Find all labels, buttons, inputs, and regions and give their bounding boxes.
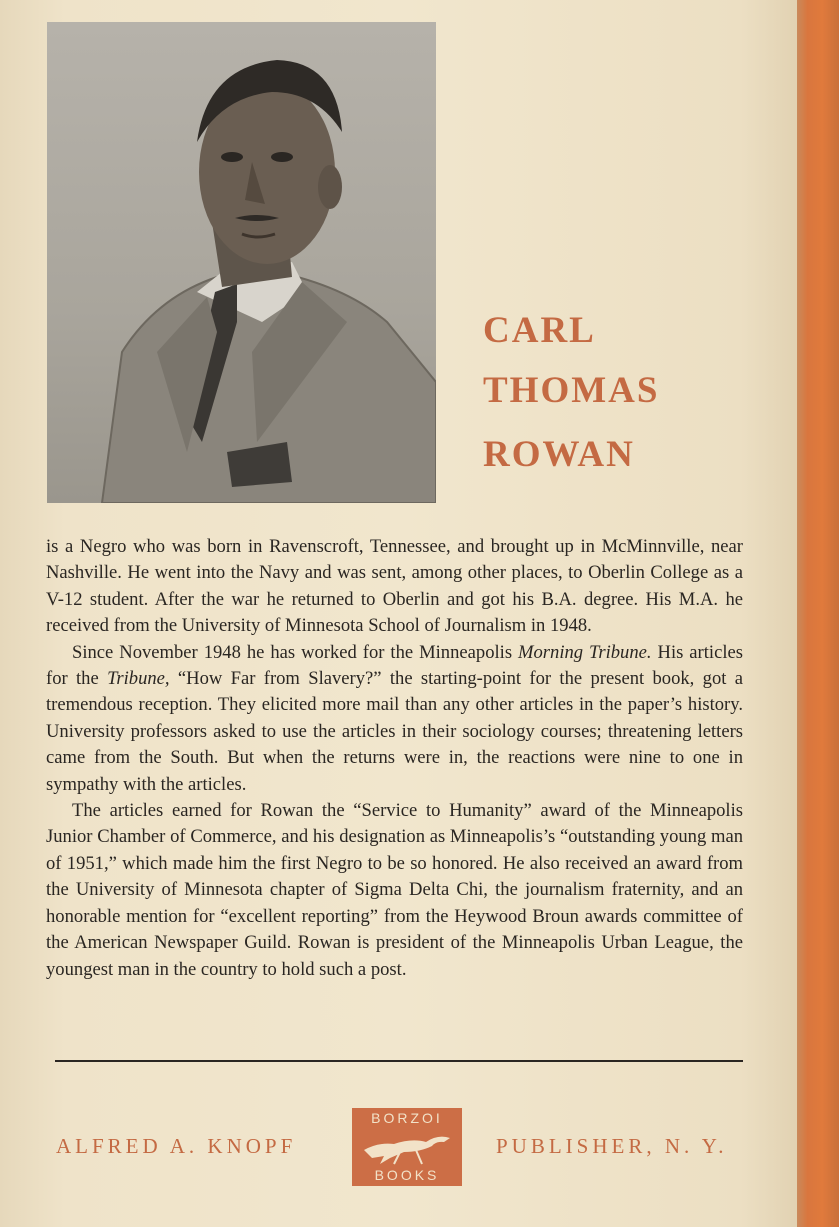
publisher-location: PUBLISHER, N. Y. xyxy=(496,1134,728,1158)
bio-p2-text-b: His articles for the xyxy=(46,641,743,690)
bio-p2-text-c: “How Far from Slavery?” the starting-point for the present book, got a tremendous reception. They elicited more mail than any other articles in the paper’s history. University professors asked to use the articles in their sociology courses; threatening letters came from the South. But when the returns were in, the reactions were nine to one in sympathy with the articles. xyxy=(46,668,743,795)
borzoi-dog-icon xyxy=(360,1128,454,1166)
author-name-last: ROWAN xyxy=(483,434,635,475)
bio-p2-newspaper-title: Morning Tribune. xyxy=(518,641,652,663)
author-name-middle: THOMAS xyxy=(483,370,660,411)
bio-paragraph-3: The articles earned for Rowan the “Service to Humanity” award of the Minneapolis Junior Chamber of Commerce, and his designation as Minneapolis’s “outstanding young man of 1951,” which made him the first Negro to be so honored. He also received an award from the University of Minnesota chapter of Sigma Delta Chi, the journalism fraternity, and an honorable mention for “excellent reporting” from the Heywood Broun awards committee of the American Newspaper Guild. Rowan is president of the Minneapolis Urban League, the youngest man in the country to hold such a post. xyxy=(46,800,743,980)
author-portrait-icon xyxy=(47,22,436,503)
logo-top-text: BORZOI xyxy=(371,1110,443,1126)
author-biography xyxy=(46,534,743,983)
bio-p2-newspaper-short: Tribune, xyxy=(107,668,170,690)
author-photo xyxy=(47,22,436,503)
spine-edge xyxy=(797,0,839,1227)
publisher-name: ALFRED A. KNOPF xyxy=(56,1134,297,1158)
author-name-first: CARL xyxy=(483,310,596,351)
divider-rule xyxy=(55,1060,743,1062)
bio-p2-text-a: Since November 1948 he has worked for the Minneapolis xyxy=(72,641,519,663)
logo-bottom-text: BOOKS xyxy=(374,1167,440,1183)
borzoi-books-logo xyxy=(352,1108,462,1186)
bio-paragraph-2 xyxy=(46,640,743,798)
bio-paragraph-1: is a Negro who was born in Ravenscroft, Tennessee, and brought up in McMinnville, near Nashville. He went into the Navy and was sent, among other places, to Oberlin College as a V-12 student. After the war he returned to Oberlin and got his B.A. degree. His M.A. he received from the University of Minnesota School of Journalism in 1948. xyxy=(46,536,743,637)
